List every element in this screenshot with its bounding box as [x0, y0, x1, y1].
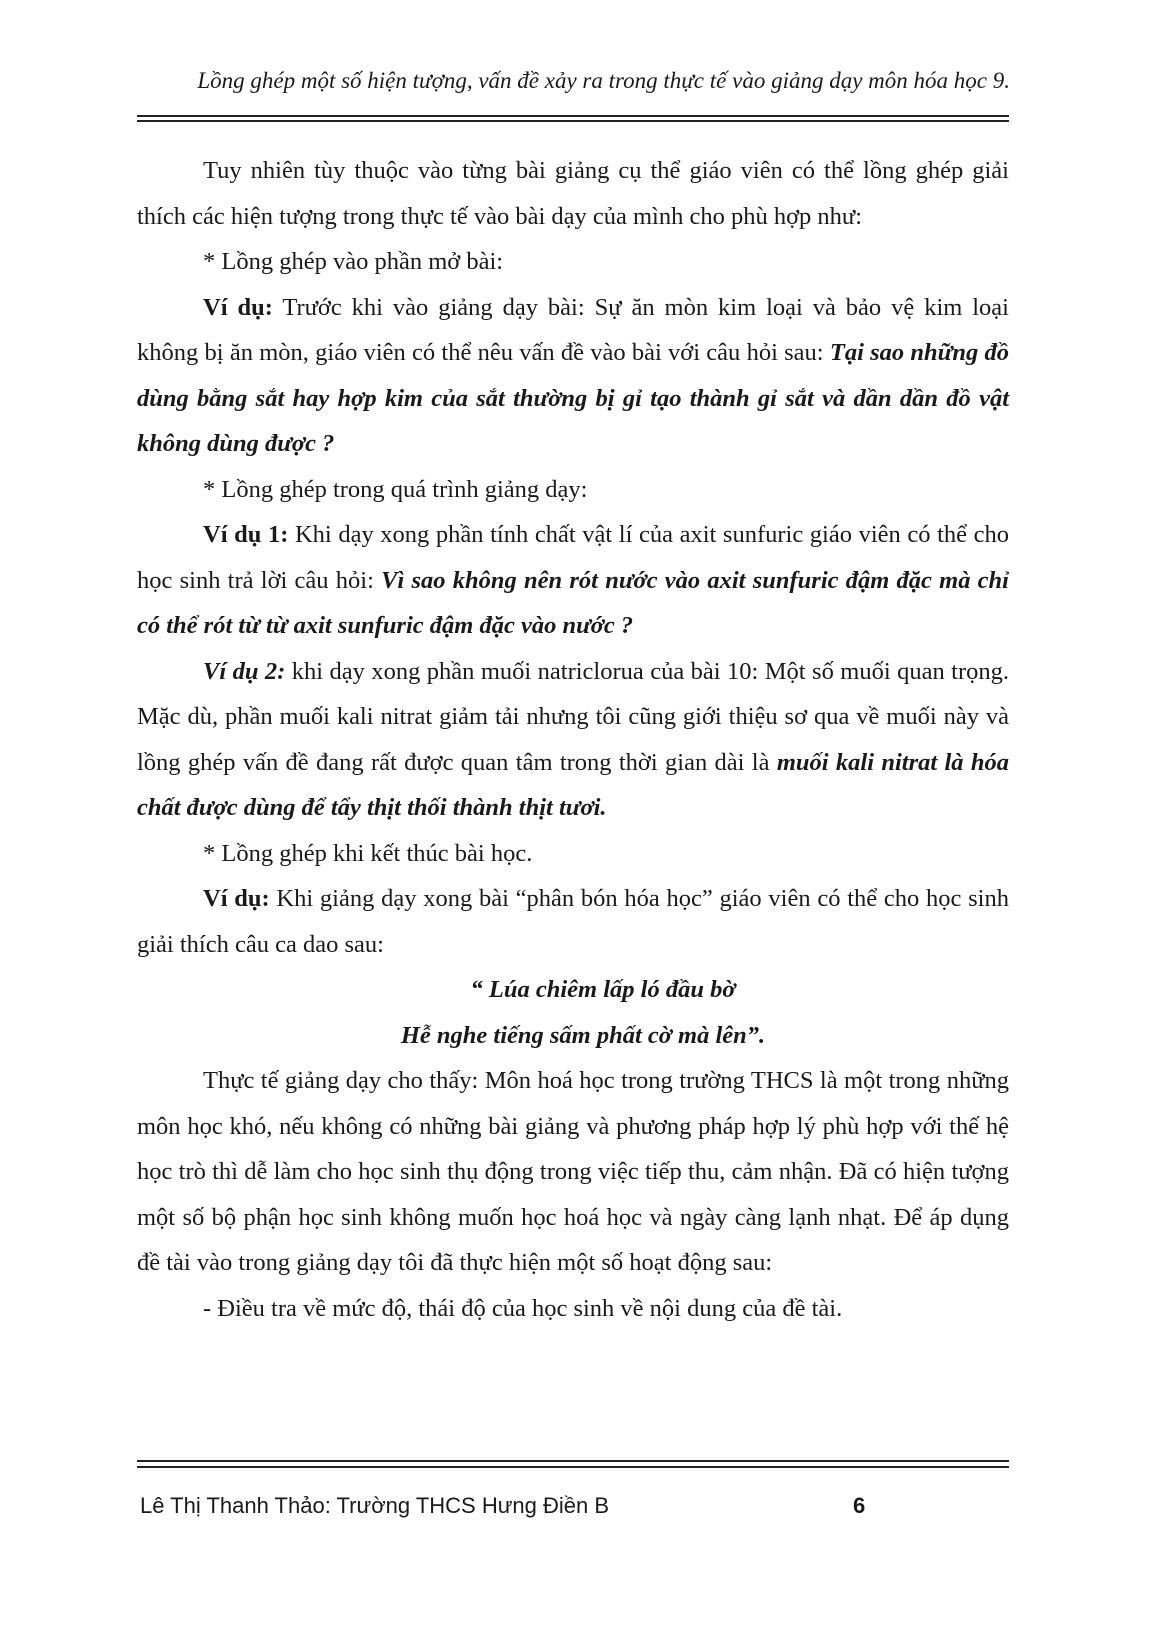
- footer-rule-bottom: [137, 1466, 1009, 1468]
- page-number: 6: [853, 1493, 866, 1518]
- example-question: Tại sao những đồ dùng bằng sắt hay hợp kim của sắt thường bị gỉ tạo thành gỉ sắt và dần dần đồ vật không dùng được ?: [137, 339, 1009, 457]
- poem-line-2: Hễ nghe tiếng sấm phất cờ mà lên”.: [400, 1021, 766, 1049]
- example-text: Trước khi vào giảng dạy bài: Sự ăn mòn kim loại và bảo vệ kim loại không bị ăn mòn, giáo viên có thể nêu vấn đề vào bài với câu hỏi sau:: [137, 293, 1009, 366]
- footer-rule-top: [137, 1460, 1009, 1462]
- running-header: Lồng ghép một số hiện tượng, vấn đề xảy ra trong thực tế vào giảng dạy môn hóa học 9.: [197, 68, 1010, 93]
- bullet-end-lesson: * Lồng ghép khi kết thúc bài học.: [203, 839, 533, 867]
- paragraph-example-opening: [137, 285, 1009, 467]
- example-1-label: Ví dụ 1:: [203, 521, 289, 548]
- example-end-text: Khi giảng dạy xong bài “phân bón hóa học” giáo viên có thể cho học sinh giải thích câu ca dao sau:: [137, 885, 1009, 958]
- example-2-text: khi dạy xong phần muối natriclorua của bài 10: Một số muối quan trọng. Mặc dù, phần muối kali nitrat giảm tải nhưng tôi cũng giới thiệu sơ qua về muối này và lồng ghép vấn đề đang rất được quan tâm trong thời gian dài là: [137, 657, 1009, 776]
- example-1-question: Vì sao không nên rót nước vào axit sunfuric đậm đặc mà chỉ có thể rót từ từ axit sunfuric đậm đặc vào nước ?: [137, 566, 1009, 639]
- poem-line-1: “ Lúa chiêm lấp ló đầu bờ: [470, 976, 736, 1003]
- example-1-text: Khi dạy xong phần tính chất vật lí của axit sunfuric giáo viên có thể cho học sinh trả lời câu hỏi:: [137, 521, 1009, 594]
- document-body: [137, 148, 1009, 1331]
- example-label: Ví dụ:: [203, 293, 273, 321]
- paragraph-intro: Tuy nhiên tùy thuộc vào từng bài giảng cụ thể giáo viên có thể lồng ghép giải thích các hiện tượng trong thực tế vào bài dạy của mình cho phù hợp như:: [137, 157, 1009, 230]
- paragraph-example-2: [137, 649, 1009, 831]
- bullet-during-lesson: * Lồng ghép trong quá trình giảng dạy:: [203, 475, 588, 503]
- example-end-label: Ví dụ:: [203, 885, 270, 912]
- example-2-emphasis: muối kali nitrat là hóa chất được dùng để tẩy thịt thối thành thịt tươi.: [137, 748, 1009, 821]
- paragraph-example-1: [137, 512, 1009, 649]
- bullet-opening: * Lồng ghép vào phần mở bài:: [203, 248, 504, 275]
- example-2-label: Ví dụ 2:: [203, 657, 286, 685]
- header-rule-top: [137, 115, 1009, 117]
- header-rule-bottom: [137, 120, 1009, 122]
- paragraph-example-end: [137, 876, 1009, 967]
- paragraph-reality: Thực tế giảng dạy cho thấy: Môn hoá học trong trường THCS là một trong những môn học khó, nếu không có những bài giảng và phương pháp hợp lý phù hợp với thế hệ học trò thì dễ làm cho học sinh thụ động trong việc tiếp thu, cảm nhận. Đã có hiện tượng một số bộ phận học sinh không muốn học hoá học và ngày càng lạnh nhạt. Để áp dụng đề tài vào trong giảng dạy tôi đã thực hiện một số hoạt động sau:: [137, 1067, 1009, 1276]
- footer-author: Lê Thị Thanh Thảo: Trường THCS Hưng Điền B: [140, 1493, 610, 1518]
- paragraph-survey: - Điều tra về mức độ, thái độ của học sinh về nội dung của đề tài.: [203, 1294, 843, 1322]
